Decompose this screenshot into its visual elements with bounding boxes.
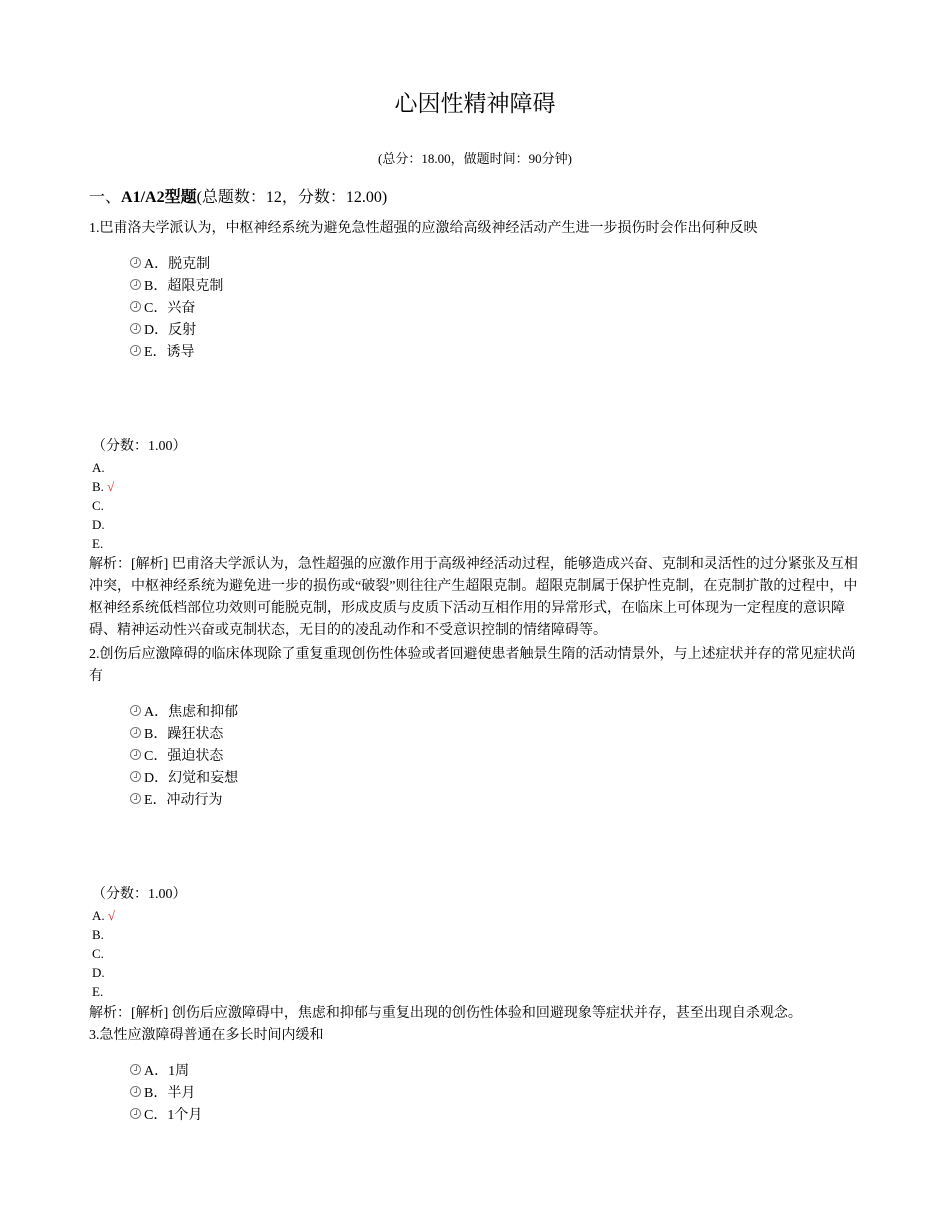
question-2-answer-a	[92, 906, 115, 925]
question-2-answer-d: D.	[92, 965, 105, 980]
option-label: B．躁狂状态	[144, 727, 224, 742]
radio-icon[interactable]	[130, 1086, 141, 1097]
option-label: C．强迫状态	[144, 749, 224, 764]
question-2-option-d[interactable]	[130, 768, 238, 790]
option-label: C．1个月	[144, 1108, 203, 1123]
question-1-stem: 1.巴甫洛夫学派认为，中枢神经系统为避免急性超强的应激给高级神经活动产生进一步损伤时会作出何种反映	[89, 221, 758, 236]
option-label: A．焦虑和抑郁	[144, 705, 239, 720]
section-heading	[89, 187, 387, 209]
option-label: A．脱克制	[144, 257, 211, 272]
correct-mark: √	[107, 908, 116, 923]
option-label: E．诱导	[144, 345, 195, 360]
radio-icon[interactable]	[130, 1064, 141, 1075]
option-label: B．半月	[144, 1086, 196, 1101]
question-1-answer-d: D.	[92, 517, 105, 532]
question-3-stem: 3.急性应激障碍普通在多长时间内缓和	[89, 1028, 324, 1043]
question-1-answer-a: A.	[92, 460, 105, 475]
section-prefix: 一、	[89, 189, 122, 206]
question-2-score: （分数：1.00）	[92, 887, 187, 902]
radio-icon[interactable]	[130, 257, 141, 268]
question-2-answer-b: B.	[92, 927, 104, 942]
question-1-answer-b	[92, 477, 114, 496]
question-2-answer-e: E.	[92, 984, 104, 999]
radio-icon[interactable]	[130, 345, 141, 356]
question-1-answer-c: C.	[92, 498, 104, 513]
radio-icon[interactable]	[130, 749, 141, 760]
question-2-answer-c: C.	[92, 946, 104, 961]
radio-icon[interactable]	[130, 771, 141, 782]
question-2-explanation: 解析：[解析] 创伤后应激障碍中，焦虑和抑郁与重复出现的创伤性体验和回避现象等症状并存，甚至出现自杀观念。	[89, 1006, 802, 1021]
option-label: C．兴奋	[144, 301, 196, 316]
answer-letter: B.	[92, 479, 104, 494]
question-1-option-d[interactable]	[130, 320, 196, 342]
correct-mark: √	[107, 479, 115, 494]
question-1-explanation: 解析：[解析] 巴甫洛夫学派认为，急性超强的应激作用于高级神经活动过程，能够造成兴奋、克制和灵活性的过分紧张及互相冲突，中枢神经系统为避免进一步的损伤或“破裂”则往往产生超限克制。超限克制属于保护性克制，在克制扩散的过程中，中枢神经系统低档部位功效则可能脱克制，形成皮质与皮质下活动互相作用的异常形式，在临床上可体现为一定程度的意识障碍、精神运动性兴奋或克制状态，无目的的凌乱动作和不受意识控制的情绪障碍等。	[89, 557, 858, 638]
section-meta: (总题数：12，分数：12.00)	[196, 189, 388, 206]
section-name: A1/A2型题	[121, 189, 197, 206]
option-label: D．幻觉和妄想	[144, 771, 239, 786]
question-1-answer-e: E.	[92, 536, 104, 551]
radio-icon[interactable]	[130, 793, 141, 804]
question-2-option-b[interactable]	[130, 724, 223, 746]
question-1-option-c[interactable]	[130, 298, 195, 320]
option-label: D．反射	[144, 323, 197, 338]
radio-icon[interactable]	[130, 1108, 141, 1119]
exam-summary: (总分：18.00，做题时间：90分钟)	[378, 151, 572, 166]
question-2-option-a[interactable]	[130, 702, 238, 724]
question-2-stem: 2.创伤后应激障碍的临床体现除了重复重现创伤性体验或者回避使患者触景生隋的活动情景外，与上述症状并存的常见症状尚有	[89, 647, 856, 684]
radio-icon[interactable]	[130, 323, 141, 334]
radio-icon[interactable]	[130, 705, 141, 716]
page-title: 心因性精神障碍	[394, 91, 556, 117]
question-1-option-a[interactable]	[130, 254, 210, 276]
question-1-option-e[interactable]	[130, 342, 195, 364]
option-label: A．1周	[144, 1064, 190, 1079]
question-3-option-c[interactable]	[130, 1105, 202, 1127]
option-label: E．冲动行为	[144, 793, 223, 808]
question-3-option-a[interactable]	[130, 1061, 189, 1083]
radio-icon[interactable]	[130, 301, 141, 312]
question-3-option-b[interactable]	[130, 1083, 195, 1105]
question-1-score: （分数：1.00）	[92, 439, 187, 454]
question-2-option-c[interactable]	[130, 746, 223, 768]
question-2-option-e[interactable]	[130, 790, 223, 812]
question-1-option-b[interactable]	[130, 276, 223, 298]
answer-letter: A.	[92, 908, 105, 923]
radio-icon[interactable]	[130, 279, 141, 290]
option-label: B．超限克制	[144, 279, 224, 294]
radio-icon[interactable]	[130, 727, 141, 738]
